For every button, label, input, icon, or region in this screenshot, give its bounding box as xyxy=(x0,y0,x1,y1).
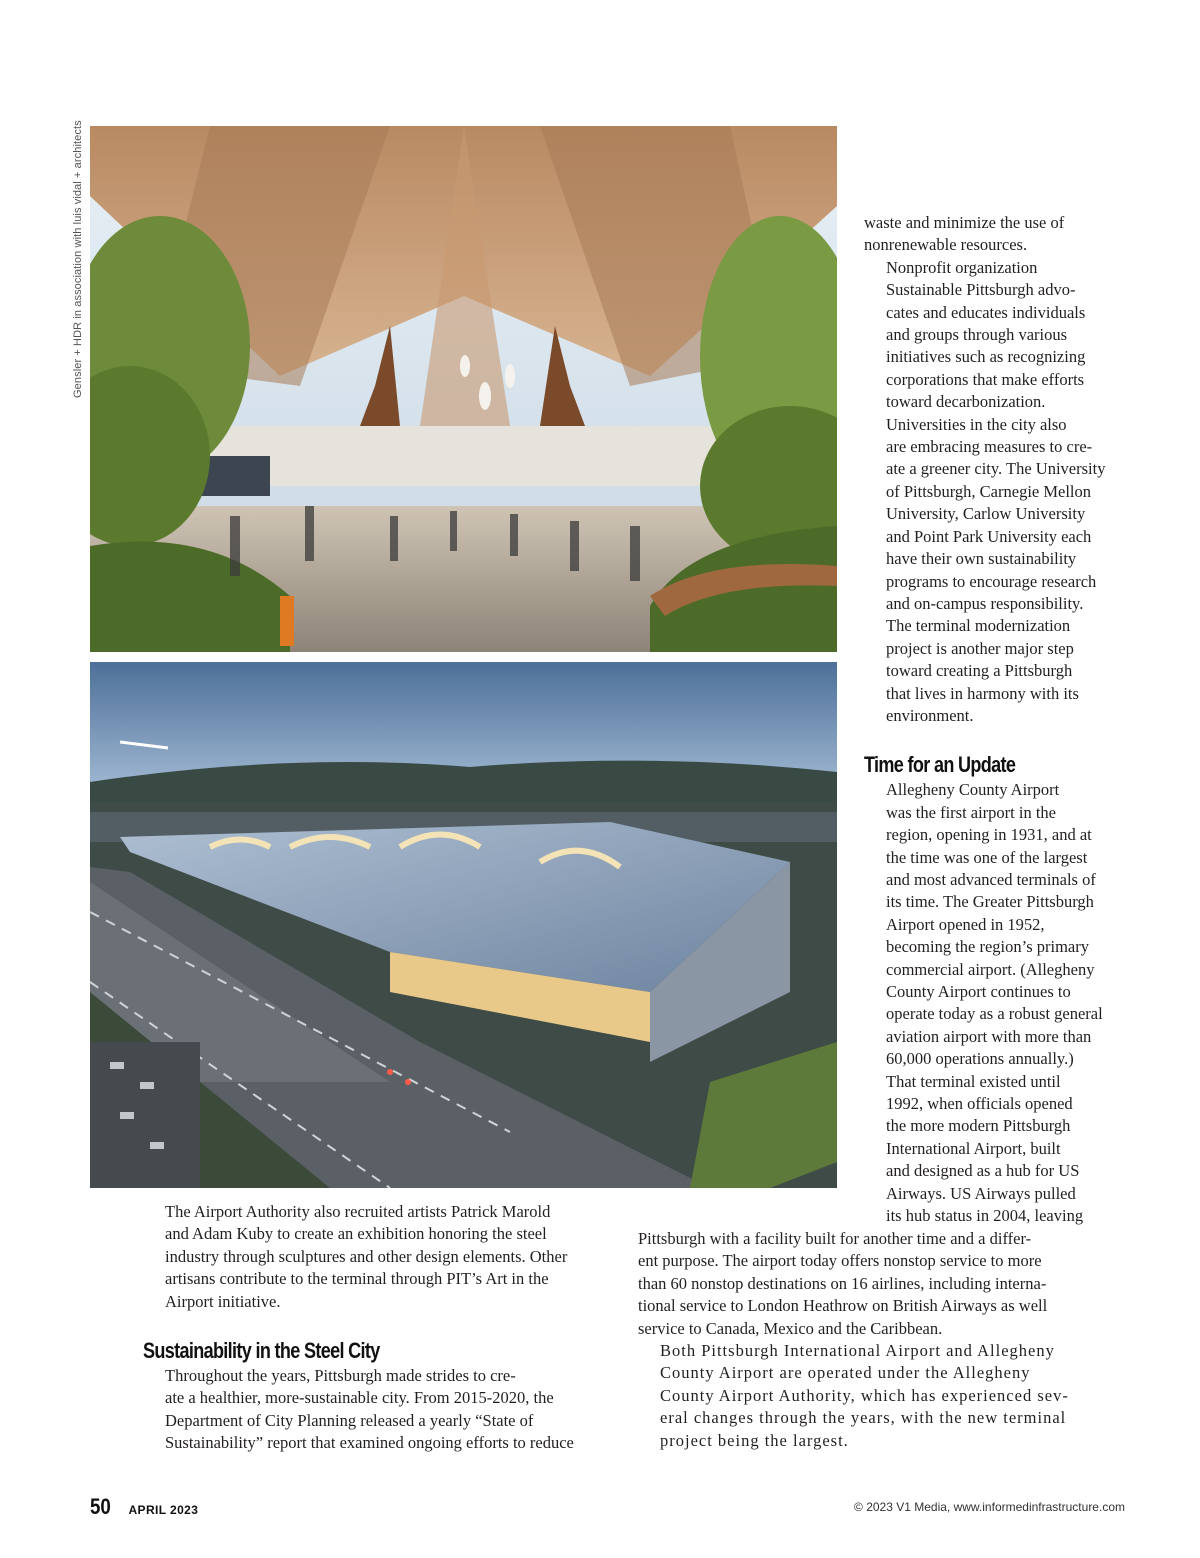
section-heading: Time for an Update xyxy=(864,752,1016,778)
photo-credit: Gensler + HDR in association with luis vidal + architects xyxy=(72,120,84,398)
issue-date: APRIL 2023 xyxy=(128,1503,199,1517)
paragraph: Universities in the city also are embracing measures to cre- ate a greener city. The University of Pittsburgh, Carnegie Mellon University, Carlow University and Point Park University each have their own sustainability programs to encourage research and on-campus responsibility. xyxy=(886,414,1106,613)
paragraph: That terminal existed until 1992, when officials opened the more modern Pittsburgh International Airport, built and designed as a hub for US Airways. US Airways pulled its hub status in 2004, leaving xyxy=(886,1071,1084,1226)
terminal-aerial-photo xyxy=(90,662,837,1188)
page-number: 50 xyxy=(90,1494,111,1519)
left-text-column xyxy=(143,1201,618,1455)
page-folio xyxy=(90,1494,198,1520)
paragraph: waste and minimize the use of nonrenewable resources. xyxy=(864,213,1065,255)
section-heading: Sustainability in the Steel City xyxy=(143,1338,380,1364)
paragraph: Pittsburgh with a facility built for another time and a differ- ent purpose. The airport today offers nonstop service to more than 60 nonstop destinations on 16 airlines, including interna- tional service to London Heathrow on British Airways as well service to Canada, Mexico and the Caribbean. xyxy=(638,1229,1048,1338)
paragraph: The Airport Authority also recruited artists Patrick Marold and Adam Kuby to create an exhibition honoring the steel industry through sculptures and other design elements. Other artisans contribute to the terminal through PIT’s Art in the Airport initiative. xyxy=(165,1202,568,1311)
paragraph: Nonprofit organization Sustainable Pittsburgh advo- cates and educates individuals and groups through various initiatives such as recognizing corporations that make efforts toward decarbonization. xyxy=(886,257,1086,412)
right-text-column xyxy=(864,212,1116,1227)
paragraph: Throughout the years, Pittsburgh made strides to cre- ate a healthier, more-sustainable city. From 2015-2020, the Department of City Planning released a yearly “State of Sustainability” report that examined ongoing efforts to reduce xyxy=(165,1366,574,1453)
terminal-interior-photo xyxy=(90,126,837,652)
paragraph: Allegheny County Airport was the first airport in the region, opening in 1931, and at the time was one of the largest and most advanced terminals of its time. The Greater Pittsburgh Airport opened in 1952, becoming the region’s primary commercial airport. (Allegheny County Airport continues to operate today as a robust general aviation airport with more than 60,000 operations annually.) xyxy=(886,780,1103,1069)
copyright-notice: © 2023 V1 Media, www.informedinfrastructure.com xyxy=(854,1500,1125,1514)
paragraph: Both Pittsburgh International Airport and Allegheny County Airport are operated under the Allegheny County Airport Authority, which has experienced sev- eral changes through the years, with the new terminal project being the largest. xyxy=(660,1341,1069,1450)
paragraph: The terminal modernization project is another major step toward creating a Pittsburgh that lives in harmony with its environment. xyxy=(886,616,1079,725)
middle-text-column xyxy=(638,1228,1118,1452)
